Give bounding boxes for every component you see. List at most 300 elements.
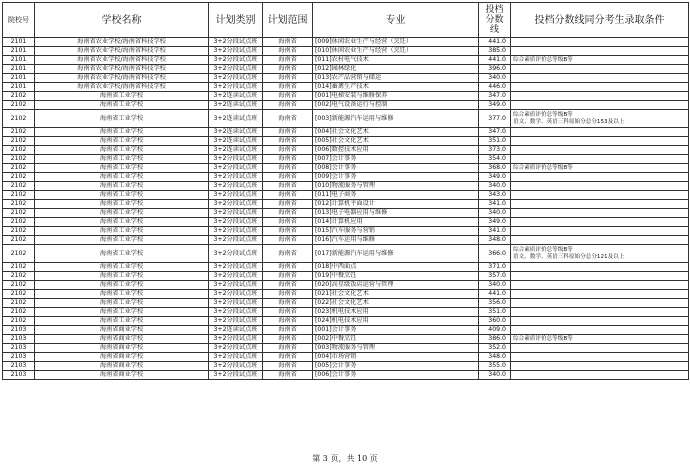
table-row bbox=[3, 200, 689, 209]
cell-tie-condition: 综合素质评价总等级B等 语文、数学、英语三科原始分总分121及以上 bbox=[511, 245, 689, 263]
cell-major: [010]物流服务与管理 bbox=[313, 182, 479, 191]
cell-plan-type: 3+2分段试点班 bbox=[209, 155, 263, 164]
cell-school-code: 2102 bbox=[3, 200, 35, 209]
table-row bbox=[3, 272, 689, 281]
cell-school-name: 海南省工业学校 bbox=[35, 137, 209, 146]
cell-major: [011]农村电气技术 bbox=[313, 56, 479, 65]
admission-score-table bbox=[2, 2, 689, 380]
table-row bbox=[3, 362, 689, 371]
cell-plan-scope: 海南省 bbox=[263, 353, 313, 362]
cell-school-name: 海南省农业学校/海南省科技学校 bbox=[35, 74, 209, 83]
cell-tie-condition bbox=[511, 101, 689, 110]
cell-major: [002]电气设备运行与控制 bbox=[313, 101, 479, 110]
cell-major: [003]新能源汽车运用与维修 bbox=[313, 110, 479, 128]
cell-school-code: 2103 bbox=[3, 362, 35, 371]
cell-school-name: 海南省工业学校 bbox=[35, 218, 209, 227]
table-row bbox=[3, 299, 689, 308]
cell-major: [015]汽车服务与营销 bbox=[313, 227, 479, 236]
cell-major: [005]社会文化艺术 bbox=[313, 137, 479, 146]
cell-tie-condition bbox=[511, 281, 689, 290]
cell-plan-scope: 海南省 bbox=[263, 218, 313, 227]
cell-school-code: 2101 bbox=[3, 38, 35, 47]
cell-school-code: 2103 bbox=[3, 326, 35, 335]
cell-school-name: 海南省工业学校 bbox=[35, 101, 209, 110]
cell-school-code: 2103 bbox=[3, 335, 35, 344]
cell-school-name: 海南省工业学校 bbox=[35, 245, 209, 263]
cell-score: 386.0 bbox=[479, 335, 511, 344]
cell-school-code: 2102 bbox=[3, 92, 35, 101]
table-row bbox=[3, 263, 689, 272]
cell-plan-type: 3+2分段试点班 bbox=[209, 236, 263, 245]
cell-tie-condition bbox=[511, 317, 689, 326]
cell-score: 357.0 bbox=[479, 272, 511, 281]
table-row bbox=[3, 371, 689, 380]
cell-plan-scope: 海南省 bbox=[263, 308, 313, 317]
table-row bbox=[3, 191, 689, 200]
admission-score-table-page bbox=[2, 2, 688, 380]
cell-major: [020]高星级饭店运营与管理 bbox=[313, 281, 479, 290]
cell-school-name: 海南省工业学校 bbox=[35, 182, 209, 191]
cell-tie-condition bbox=[511, 362, 689, 371]
cell-score: 441.0 bbox=[479, 38, 511, 47]
cell-school-name: 海南省工业学校 bbox=[35, 164, 209, 173]
table-row bbox=[3, 326, 689, 335]
cell-major: [009]会计事务 bbox=[313, 173, 479, 182]
cell-school-name: 海南省工业学校 bbox=[35, 110, 209, 128]
cell-plan-scope: 海南省 bbox=[263, 128, 313, 137]
cell-plan-scope: 海南省 bbox=[263, 263, 313, 272]
cell-plan-type: 3+2分段试点班 bbox=[209, 47, 263, 56]
cell-plan-type: 3+2分段试点班 bbox=[209, 182, 263, 191]
cell-tie-condition bbox=[511, 74, 689, 83]
table-row bbox=[3, 245, 689, 263]
cell-score: 340.0 bbox=[479, 209, 511, 218]
table-row bbox=[3, 92, 689, 101]
table-row bbox=[3, 317, 689, 326]
cell-score: 396.0 bbox=[479, 65, 511, 74]
cell-tie-condition bbox=[511, 173, 689, 182]
cell-major: [009]休闲农业生产与经营（烹饪） bbox=[313, 38, 479, 47]
cell-school-name: 海南省农业学校/海南省科技学校 bbox=[35, 83, 209, 92]
cell-plan-scope: 海南省 bbox=[263, 182, 313, 191]
cell-plan-scope: 海南省 bbox=[263, 47, 313, 56]
cell-plan-scope: 海南省 bbox=[263, 92, 313, 101]
table-row bbox=[3, 65, 689, 74]
cell-school-name: 海南省工业学校 bbox=[35, 227, 209, 236]
cell-school-code: 2103 bbox=[3, 344, 35, 353]
cell-plan-scope: 海南省 bbox=[263, 200, 313, 209]
cell-major: [019]中餐烹饪 bbox=[313, 272, 479, 281]
cell-major: [014]计算机应用 bbox=[313, 218, 479, 227]
cell-major: [022]社会文化艺术 bbox=[313, 299, 479, 308]
cell-tie-condition bbox=[511, 218, 689, 227]
cell-major: [012]园林绿化 bbox=[313, 65, 479, 74]
table-row bbox=[3, 173, 689, 182]
cell-school-code: 2102 bbox=[3, 236, 35, 245]
header-score: 投档 分数 线 bbox=[479, 3, 511, 38]
table-row bbox=[3, 182, 689, 191]
cell-tie-condition bbox=[511, 290, 689, 299]
cell-plan-scope: 海南省 bbox=[263, 290, 313, 299]
cell-plan-type: 3+2分段试点班 bbox=[209, 164, 263, 173]
cell-score: 371.0 bbox=[479, 263, 511, 272]
cell-school-name: 海南省工业学校 bbox=[35, 173, 209, 182]
cell-major: [018]中西面点 bbox=[313, 263, 479, 272]
table-row bbox=[3, 281, 689, 290]
cell-tie-condition bbox=[511, 92, 689, 101]
cell-school-code: 2102 bbox=[3, 209, 35, 218]
table-row bbox=[3, 209, 689, 218]
cell-plan-scope: 海南省 bbox=[263, 236, 313, 245]
cell-school-name: 海南省农业学校/海南省科技学校 bbox=[35, 65, 209, 74]
cell-tie-condition bbox=[511, 263, 689, 272]
cell-plan-scope: 海南省 bbox=[263, 155, 313, 164]
cell-score: 340.0 bbox=[479, 281, 511, 290]
cell-school-name: 海南省工业学校 bbox=[35, 209, 209, 218]
cell-plan-type: 3+2连读试点班 bbox=[209, 137, 263, 146]
cell-school-code: 2102 bbox=[3, 128, 35, 137]
cell-school-name: 海南省工业学校 bbox=[35, 308, 209, 317]
cell-plan-type: 3+2分段试点班 bbox=[209, 65, 263, 74]
cell-major: [007]会计事务 bbox=[313, 155, 479, 164]
cell-school-code: 2102 bbox=[3, 218, 35, 227]
cell-plan-scope: 海南省 bbox=[263, 245, 313, 263]
cell-tie-condition bbox=[511, 209, 689, 218]
cell-school-name: 海南省商业学校 bbox=[35, 371, 209, 380]
cell-tie-condition bbox=[511, 353, 689, 362]
cell-major: [001]会计事务 bbox=[313, 326, 479, 335]
cell-school-code: 2102 bbox=[3, 101, 35, 110]
cell-plan-scope: 海南省 bbox=[263, 344, 313, 353]
cell-score: 356.0 bbox=[479, 299, 511, 308]
cell-plan-scope: 海南省 bbox=[263, 101, 313, 110]
cell-major: [008]会计事务 bbox=[313, 164, 479, 173]
cell-school-name: 海南省商业学校 bbox=[35, 344, 209, 353]
cell-plan-scope: 海南省 bbox=[263, 56, 313, 65]
cell-score: 351.0 bbox=[479, 308, 511, 317]
cell-school-code: 2102 bbox=[3, 164, 35, 173]
cell-school-code: 2101 bbox=[3, 74, 35, 83]
cell-plan-type: 3+2分段试点班 bbox=[209, 56, 263, 65]
cell-major: [004]市场营销 bbox=[313, 353, 479, 362]
cell-tie-condition bbox=[511, 272, 689, 281]
cell-tie-condition bbox=[511, 236, 689, 245]
cell-school-code: 2103 bbox=[3, 371, 35, 380]
cell-score: 385.0 bbox=[479, 47, 511, 56]
cell-major: [013]电子电器应用与维修 bbox=[313, 209, 479, 218]
cell-school-code: 2101 bbox=[3, 56, 35, 65]
header-tie-condition: 投档分数线同分考生录取条件 bbox=[511, 3, 689, 38]
cell-school-name: 海南省农业学校/海南省科技学校 bbox=[35, 38, 209, 47]
cell-tie-condition bbox=[511, 200, 689, 209]
cell-school-name: 海南省工业学校 bbox=[35, 281, 209, 290]
cell-plan-type: 3+2连读试点班 bbox=[209, 326, 263, 335]
cell-school-code: 2101 bbox=[3, 83, 35, 92]
cell-plan-type: 3+2分段试点班 bbox=[209, 218, 263, 227]
cell-score: 368.0 bbox=[479, 164, 511, 173]
cell-plan-type: 3+2分段试点班 bbox=[209, 353, 263, 362]
cell-school-code: 2102 bbox=[3, 173, 35, 182]
cell-tie-condition bbox=[511, 299, 689, 308]
cell-plan-type: 3+2分段试点班 bbox=[209, 317, 263, 326]
header-major: 专业 bbox=[313, 3, 479, 38]
table-row bbox=[3, 227, 689, 236]
cell-plan-scope: 海南省 bbox=[263, 281, 313, 290]
cell-score: 352.0 bbox=[479, 344, 511, 353]
cell-school-code: 2102 bbox=[3, 290, 35, 299]
cell-plan-scope: 海南省 bbox=[263, 371, 313, 380]
cell-plan-scope: 海南省 bbox=[263, 299, 313, 308]
cell-school-code: 2102 bbox=[3, 281, 35, 290]
cell-tie-condition bbox=[511, 128, 689, 137]
cell-school-code: 2102 bbox=[3, 137, 35, 146]
cell-major: [017]新能源汽车运用与维修 bbox=[313, 245, 479, 263]
cell-school-code: 2102 bbox=[3, 110, 35, 128]
table-row bbox=[3, 164, 689, 173]
cell-school-name: 海南省工业学校 bbox=[35, 200, 209, 209]
cell-major: [003]物流服务与管理 bbox=[313, 344, 479, 353]
cell-school-name: 海南省工业学校 bbox=[35, 92, 209, 101]
cell-major: [002]中餐烹饪 bbox=[313, 335, 479, 344]
cell-tie-condition: 综合素质评价总等级B等 语文、数学、英语三科原始分总分153及以上 bbox=[511, 110, 689, 128]
table-body bbox=[3, 38, 689, 380]
cell-score: 340.0 bbox=[479, 371, 511, 380]
cell-plan-type: 3+2分段试点班 bbox=[209, 371, 263, 380]
table-row bbox=[3, 146, 689, 155]
cell-score: 354.0 bbox=[479, 155, 511, 164]
cell-tie-condition bbox=[511, 326, 689, 335]
cell-score: 343.0 bbox=[479, 191, 511, 200]
cell-major: [004]社会文化艺术 bbox=[313, 128, 479, 137]
cell-tie-condition bbox=[511, 182, 689, 191]
cell-major: [023]机电技术应用 bbox=[313, 308, 479, 317]
cell-plan-type: 3+2分段试点班 bbox=[209, 290, 263, 299]
cell-plan-type: 3+2分段试点班 bbox=[209, 38, 263, 47]
cell-school-name: 海南省工业学校 bbox=[35, 128, 209, 137]
table-row bbox=[3, 137, 689, 146]
cell-plan-scope: 海南省 bbox=[263, 272, 313, 281]
cell-plan-scope: 海南省 bbox=[263, 326, 313, 335]
cell-school-name: 海南省商业学校 bbox=[35, 362, 209, 371]
cell-plan-type: 3+2分段试点班 bbox=[209, 191, 263, 200]
cell-plan-type: 3+2连读试点班 bbox=[209, 146, 263, 155]
cell-score: 377.0 bbox=[479, 110, 511, 128]
cell-score: 341.0 bbox=[479, 227, 511, 236]
cell-plan-scope: 海南省 bbox=[263, 227, 313, 236]
cell-school-name: 海南省工业学校 bbox=[35, 146, 209, 155]
cell-school-name: 海南省工业学校 bbox=[35, 299, 209, 308]
cell-plan-type: 3+2分段试点班 bbox=[209, 263, 263, 272]
cell-plan-scope: 海南省 bbox=[263, 74, 313, 83]
cell-plan-type: 3+2分段试点班 bbox=[209, 344, 263, 353]
cell-score: 347.0 bbox=[479, 128, 511, 137]
cell-tie-condition: 综合素质评价总等级B等 bbox=[511, 335, 689, 344]
cell-school-name: 海南省商业学校 bbox=[35, 326, 209, 335]
cell-school-code: 2102 bbox=[3, 155, 35, 164]
cell-major: [005]会计事务 bbox=[313, 362, 479, 371]
cell-plan-type: 3+2分段试点班 bbox=[209, 200, 263, 209]
header-school-code: 院校号 bbox=[3, 3, 35, 38]
cell-score: 360.0 bbox=[479, 317, 511, 326]
table-row bbox=[3, 218, 689, 227]
cell-plan-scope: 海南省 bbox=[263, 146, 313, 155]
cell-plan-scope: 海南省 bbox=[263, 362, 313, 371]
table-row bbox=[3, 101, 689, 110]
header-plan-scope: 计划范围 bbox=[263, 3, 313, 38]
table-row bbox=[3, 236, 689, 245]
cell-plan-type: 3+2分段试点班 bbox=[209, 83, 263, 92]
cell-plan-type: 3+2连读试点班 bbox=[209, 92, 263, 101]
cell-plan-scope: 海南省 bbox=[263, 110, 313, 128]
table-row bbox=[3, 128, 689, 137]
cell-score: 355.0 bbox=[479, 362, 511, 371]
cell-major: [014]畜禽生产技术 bbox=[313, 83, 479, 92]
cell-plan-type: 3+2分段试点班 bbox=[209, 227, 263, 236]
cell-major: [024]机电技术应用 bbox=[313, 317, 479, 326]
cell-plan-type: 3+2分段试点班 bbox=[209, 299, 263, 308]
cell-plan-type: 3+2分段试点班 bbox=[209, 281, 263, 290]
cell-school-name: 海南省商业学校 bbox=[35, 353, 209, 362]
cell-tie-condition: 综合素质评价总等级B等 bbox=[511, 56, 689, 65]
cell-major: [010]休闲农业生产与经营（烹饪） bbox=[313, 47, 479, 56]
cell-school-name: 海南省工业学校 bbox=[35, 317, 209, 326]
cell-school-code: 2102 bbox=[3, 263, 35, 272]
cell-score: 340.0 bbox=[479, 74, 511, 83]
cell-school-name: 海南省工业学校 bbox=[35, 191, 209, 200]
cell-score: 351.0 bbox=[479, 137, 511, 146]
cell-plan-type: 3+2分段试点班 bbox=[209, 74, 263, 83]
cell-score: 441.0 bbox=[479, 56, 511, 65]
table-header-row bbox=[3, 3, 689, 38]
cell-plan-scope: 海南省 bbox=[263, 83, 313, 92]
cell-major: [012]计算机平面设计 bbox=[313, 200, 479, 209]
cell-score: 441.0 bbox=[479, 290, 511, 299]
header-plan-type: 计划类别 bbox=[209, 3, 263, 38]
cell-plan-type: 3+2连读试点班 bbox=[209, 101, 263, 110]
cell-score: 366.0 bbox=[479, 245, 511, 263]
cell-school-name: 海南省工业学校 bbox=[35, 236, 209, 245]
cell-tie-condition bbox=[511, 65, 689, 74]
cell-plan-scope: 海南省 bbox=[263, 191, 313, 200]
cell-major: [013]农产品营销与储运 bbox=[313, 74, 479, 83]
cell-major: [001]电梯安装与维修保养 bbox=[313, 92, 479, 101]
cell-school-name: 海南省工业学校 bbox=[35, 272, 209, 281]
cell-tie-condition bbox=[511, 227, 689, 236]
table-row bbox=[3, 290, 689, 299]
cell-plan-scope: 海南省 bbox=[263, 173, 313, 182]
cell-major: [016]汽车运用与维修 bbox=[313, 236, 479, 245]
cell-school-name: 海南省农业学校/海南省科技学校 bbox=[35, 56, 209, 65]
cell-tie-condition bbox=[511, 371, 689, 380]
cell-school-code: 2102 bbox=[3, 191, 35, 200]
cell-school-name: 海南省工业学校 bbox=[35, 290, 209, 299]
table-row bbox=[3, 344, 689, 353]
cell-school-code: 2102 bbox=[3, 245, 35, 263]
cell-tie-condition bbox=[511, 155, 689, 164]
cell-major: [006]数控技术应用 bbox=[313, 146, 479, 155]
cell-plan-type: 3+2分段试点班 bbox=[209, 362, 263, 371]
table-row bbox=[3, 308, 689, 317]
cell-school-code: 2102 bbox=[3, 272, 35, 281]
header-school-name: 学校名称 bbox=[35, 3, 209, 38]
cell-plan-type: 3+2分段试点班 bbox=[209, 308, 263, 317]
cell-school-name: 海南省商业学校 bbox=[35, 335, 209, 344]
cell-school-code: 2102 bbox=[3, 182, 35, 191]
table-row bbox=[3, 155, 689, 164]
cell-plan-scope: 海南省 bbox=[263, 164, 313, 173]
cell-plan-scope: 海南省 bbox=[263, 335, 313, 344]
cell-school-code: 2101 bbox=[3, 65, 35, 74]
cell-school-code: 2102 bbox=[3, 299, 35, 308]
cell-tie-condition bbox=[511, 344, 689, 353]
table-row bbox=[3, 335, 689, 344]
cell-school-code: 2102 bbox=[3, 227, 35, 236]
cell-score: 373.0 bbox=[479, 146, 511, 155]
cell-major: [011]电子商务 bbox=[313, 191, 479, 200]
cell-score: 348.0 bbox=[479, 353, 511, 362]
cell-school-name: 海南省工业学校 bbox=[35, 155, 209, 164]
cell-school-name: 海南省农业学校/海南省科技学校 bbox=[35, 47, 209, 56]
cell-major: [021]社会文化艺术 bbox=[313, 290, 479, 299]
cell-plan-type: 3+2连读试点班 bbox=[209, 110, 263, 128]
cell-major: [006]会计事务 bbox=[313, 371, 479, 380]
cell-plan-type: 3+2连读试点班 bbox=[209, 128, 263, 137]
cell-plan-scope: 海南省 bbox=[263, 209, 313, 218]
cell-score: 349.0 bbox=[479, 218, 511, 227]
cell-school-code: 2101 bbox=[3, 47, 35, 56]
cell-score: 409.0 bbox=[479, 326, 511, 335]
cell-plan-scope: 海南省 bbox=[263, 137, 313, 146]
cell-plan-type: 3+2分段试点班 bbox=[209, 245, 263, 263]
cell-school-name: 海南省工业学校 bbox=[35, 263, 209, 272]
cell-score: 341.0 bbox=[479, 200, 511, 209]
cell-plan-type: 3+2分段试点班 bbox=[209, 272, 263, 281]
cell-tie-condition bbox=[511, 83, 689, 92]
cell-plan-scope: 海南省 bbox=[263, 65, 313, 74]
cell-tie-condition bbox=[511, 137, 689, 146]
cell-school-code: 2102 bbox=[3, 146, 35, 155]
cell-plan-scope: 海南省 bbox=[263, 38, 313, 47]
table-row bbox=[3, 38, 689, 47]
cell-tie-condition bbox=[511, 38, 689, 47]
cell-plan-scope: 海南省 bbox=[263, 317, 313, 326]
cell-school-code: 2102 bbox=[3, 308, 35, 317]
cell-score: 347.0 bbox=[479, 92, 511, 101]
table-row bbox=[3, 74, 689, 83]
cell-tie-condition bbox=[511, 308, 689, 317]
cell-tie-condition: 综合素质评价总等级B等 bbox=[511, 164, 689, 173]
cell-school-code: 2102 bbox=[3, 317, 35, 326]
cell-score: 446.0 bbox=[479, 83, 511, 92]
page-footer: 第 3 页，共 10 页 bbox=[312, 454, 378, 463]
cell-tie-condition bbox=[511, 47, 689, 56]
cell-score: 349.0 bbox=[479, 101, 511, 110]
cell-tie-condition bbox=[511, 191, 689, 200]
cell-school-code: 2103 bbox=[3, 353, 35, 362]
table-row bbox=[3, 110, 689, 128]
table-row bbox=[3, 56, 689, 65]
cell-score: 340.0 bbox=[479, 182, 511, 191]
cell-tie-condition bbox=[511, 146, 689, 155]
cell-plan-type: 3+2分段试点班 bbox=[209, 209, 263, 218]
table-row bbox=[3, 47, 689, 56]
cell-score: 348.0 bbox=[479, 236, 511, 245]
cell-plan-type: 3+2分段试点班 bbox=[209, 335, 263, 344]
table-row bbox=[3, 353, 689, 362]
cell-plan-type: 3+2分段试点班 bbox=[209, 173, 263, 182]
cell-score: 349.0 bbox=[479, 173, 511, 182]
table-row bbox=[3, 83, 689, 92]
